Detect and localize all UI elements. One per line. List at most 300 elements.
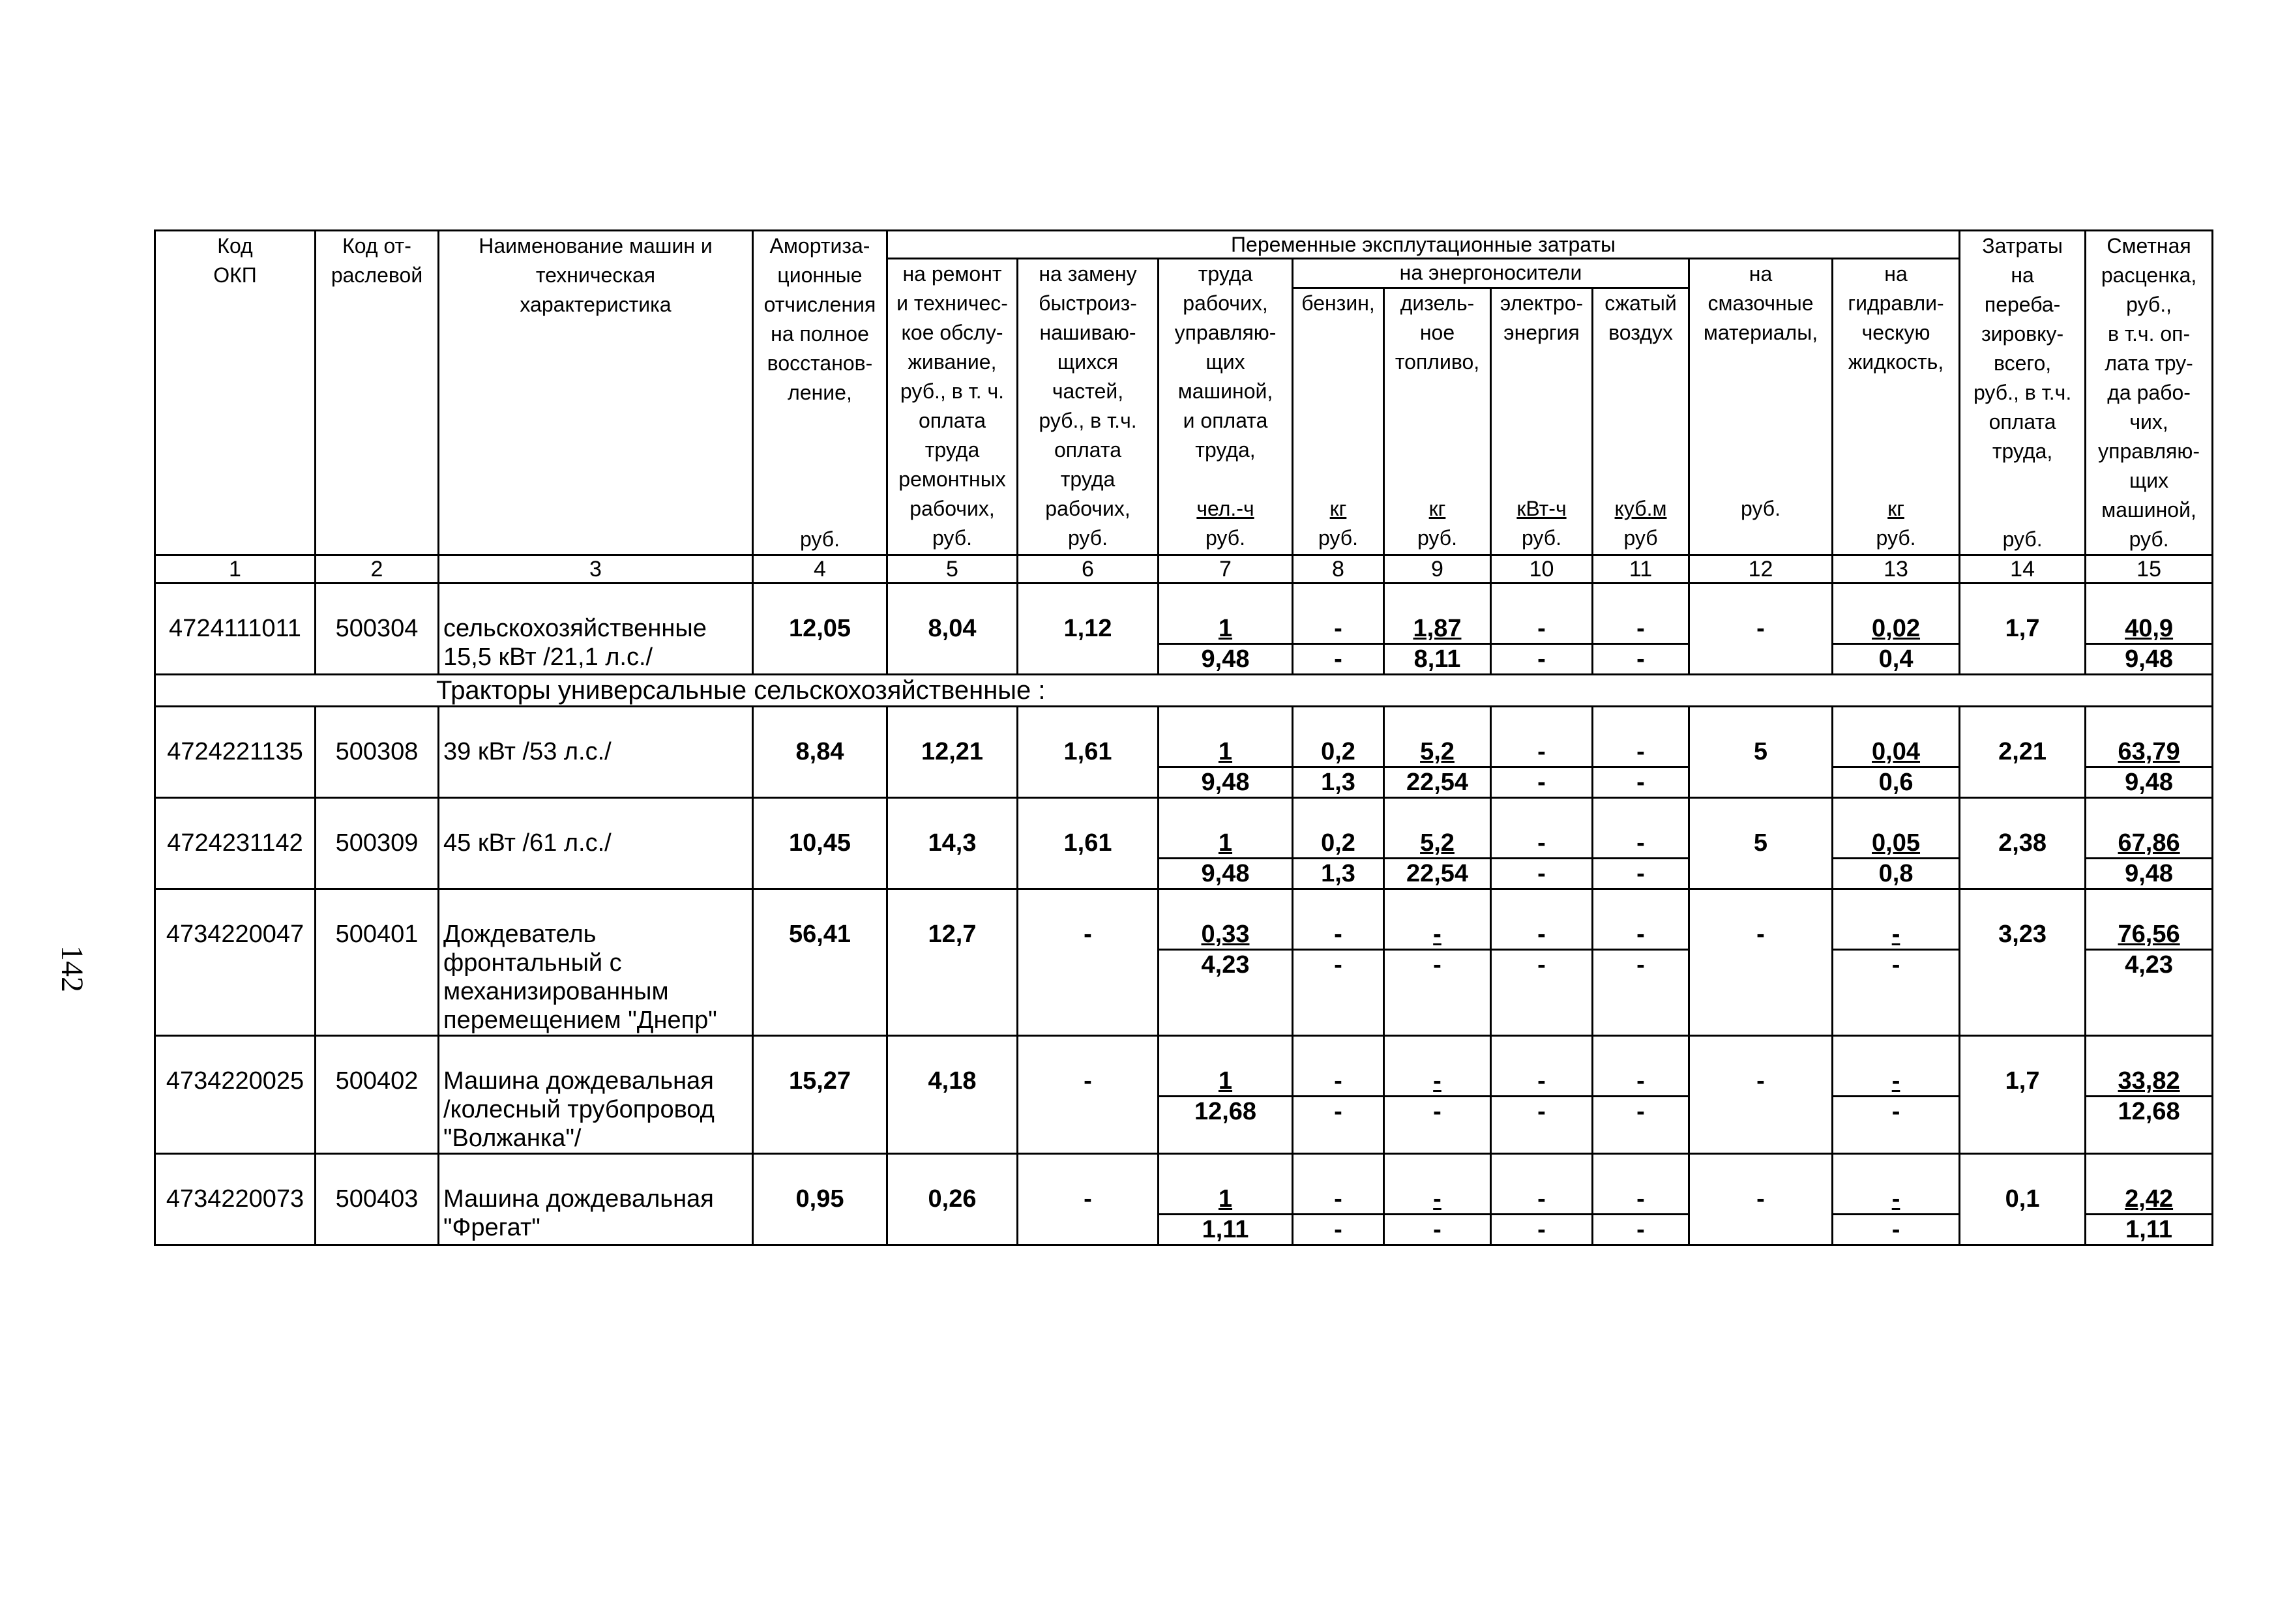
gap-cell (1833, 889, 1960, 921)
header-relocation-spacer (1962, 466, 2082, 495)
labor-cost: 1,11 (1159, 1215, 1293, 1245)
gap-cell (1491, 1154, 1593, 1185)
estimated-rate-text: 33,82 (2118, 1067, 2180, 1095)
header-diesel-line: топливо, (1395, 350, 1480, 374)
compressed-air-m3: - (1593, 920, 1689, 950)
lubricants-value: - (1689, 1067, 1833, 1154)
header-parts-line: быстроиз- (1039, 291, 1137, 315)
header-diesel (1384, 288, 1491, 555)
header-lubricants-spacer (1692, 406, 1829, 436)
parts-value: 1,61 (1018, 829, 1159, 889)
row-gap (155, 1036, 2213, 1067)
compressed-air-m3: - (1593, 829, 1689, 859)
repair-value: 14,3 (887, 829, 1018, 889)
hydraulic-kg-text: 0,05 (1872, 829, 1921, 857)
petrol-kg: - (1293, 1067, 1384, 1097)
gap-cell (1491, 798, 1593, 829)
header-estimated-rate-line: машиной, (2101, 498, 2196, 522)
branch-code: 500304 (316, 614, 439, 675)
gap-cell (1960, 889, 2086, 921)
hydraulic-kg (1833, 829, 1960, 859)
header-relocation (1960, 231, 2086, 555)
gap-cell (887, 1154, 1018, 1185)
petrol-kg: 0,2 (1293, 829, 1384, 859)
labor-hours-text: 1 (1218, 738, 1233, 765)
petrol-cost: - (1293, 1215, 1384, 1245)
header-parts-line: щихся (1057, 350, 1119, 374)
header-relocation-line: труда, (1992, 439, 2053, 463)
header-relocation-line: оплата (1988, 410, 2056, 434)
diesel-cost: - (1384, 1215, 1491, 1245)
header-labor-line: управляю- (1174, 321, 1277, 344)
compressed-air-cost: - (1593, 950, 1689, 1036)
hydraulic-kg-text: - (1891, 1067, 1900, 1095)
gap-cell (439, 1154, 753, 1185)
estimated-rate-labor: 9,48 (2086, 767, 2213, 798)
header-okp-code-line: Код (217, 234, 253, 258)
header-depreciation-line: на полное (771, 322, 869, 346)
group-row (155, 675, 2213, 707)
header-parts-line: труда (1060, 467, 1116, 491)
header-branch-code-line: раслевой (331, 263, 423, 287)
row-gap (155, 889, 2213, 921)
gap-cell (316, 1154, 439, 1185)
gap-cell (753, 1036, 887, 1067)
labor-hours-text: 1 (1218, 1185, 1233, 1213)
header-depreciation-spacer (756, 495, 884, 525)
gap-cell (1689, 1036, 1833, 1067)
gap-cell (1293, 798, 1384, 829)
header-machine-name-line: характеристика (520, 293, 672, 316)
header-hydraulic-unit-top: кг (1887, 497, 1904, 520)
header-labor-unit-bottom: руб. (1205, 526, 1245, 550)
compressed-air-cost: - (1593, 1097, 1689, 1154)
estimated-rate-text: 40,9 (2125, 615, 2174, 642)
estimated-rate (2086, 829, 2213, 859)
gap-cell (1159, 1154, 1293, 1185)
gap-cell (1689, 583, 1833, 615)
column-number: 1 (155, 555, 316, 583)
gap-cell (1018, 889, 1159, 921)
header-electricity-line: энергия (1503, 321, 1580, 345)
gap-cell (155, 583, 316, 615)
header-lubricants-unit: руб. (1740, 497, 1781, 520)
labor-cost: 12,68 (1159, 1097, 1293, 1154)
header-labor-spacer (1161, 465, 1290, 494)
labor-cost: 9,48 (1159, 767, 1293, 798)
header-petrol-unit-top: кг (1329, 497, 1347, 521)
header-labor-line: рабочих, (1183, 291, 1268, 315)
column-number: 8 (1293, 555, 1384, 583)
header-petrol-spacer (1295, 436, 1381, 465)
diesel-kg (1384, 737, 1491, 767)
machine-name (439, 920, 753, 1036)
header-relocation-line: зировку- (1981, 322, 2064, 346)
header-estimated-rate-line: лата тру- (2105, 351, 2193, 375)
header-repair-line: ремонтных (898, 467, 1006, 491)
header-compressed-air-unit-top: куб.м (1614, 497, 1667, 521)
relocation-value: 1,7 (1960, 1067, 2086, 1154)
lubricants-value: 5 (1689, 829, 1833, 889)
estimated-rate-text: 63,79 (2118, 738, 2180, 765)
header-compressed-air-unit-bottom: руб (1623, 526, 1658, 550)
depreciation-value: 15,27 (753, 1067, 887, 1154)
machine-name-line: 45 кВт /61 л.с./ (443, 829, 612, 857)
estimated-rate (2086, 1067, 2213, 1097)
header-compressed-air-spacer (1595, 377, 1686, 406)
lubricants-value: 5 (1689, 737, 1833, 798)
machine-name-line: 15,5 кВт /21,1 л.с./ (443, 643, 653, 671)
header-depreciation-spacer (756, 466, 884, 495)
header-depreciation-line: ление, (788, 381, 852, 404)
header-repair-line: руб., в т. ч. (900, 379, 1005, 403)
header-depreciation-unit: руб. (799, 527, 840, 551)
header-petrol-spacer (1295, 318, 1381, 347)
hydraulic-kg-text: - (1891, 1185, 1900, 1213)
gap-cell (753, 798, 887, 829)
header-electricity-spacer (1494, 377, 1589, 406)
header-hydraulic-unit-bottom: руб. (1876, 526, 1916, 550)
gap-cell (887, 707, 1018, 738)
diesel-cost: - (1384, 1097, 1491, 1154)
gap-cell (1593, 707, 1689, 738)
compressed-air-m3: - (1593, 737, 1689, 767)
hydraulic-cost: - (1833, 1097, 1960, 1154)
header-compressed-air-spacer (1595, 465, 1686, 494)
labor-cost: 9,48 (1159, 644, 1293, 675)
relocation-value: 3,23 (1960, 920, 2086, 1036)
estimated-rate-labor: 9,48 (2086, 859, 2213, 889)
branch-code: 500309 (316, 829, 439, 889)
estimated-rate-text: 67,86 (2118, 829, 2180, 857)
machine-name (439, 1185, 753, 1245)
header-relocation-line: на (2011, 263, 2034, 287)
diesel-kg-text: 1,87 (1413, 615, 1462, 642)
row-gap (155, 1154, 2213, 1185)
gap-cell (887, 798, 1018, 829)
row-gap (155, 583, 2213, 615)
header-relocation-spacer (1962, 495, 2082, 525)
estimated-rate (2086, 737, 2213, 767)
header-petrol-spacer (1295, 377, 1381, 406)
header-labor-unit-top: чел.-ч (1196, 497, 1254, 520)
estimated-rate-text: 76,56 (2118, 921, 2180, 948)
header-hydraulic-spacer (1835, 377, 1957, 406)
gap-cell (1960, 1036, 2086, 1067)
header-compressed-air-spacer (1595, 406, 1686, 436)
column-number: 12 (1689, 555, 1833, 583)
header-estimated-rate-line: руб. (2129, 527, 2169, 551)
diesel-kg (1384, 920, 1491, 950)
header-petrol-spacer (1295, 347, 1381, 377)
header-diesel-unit-top: кг (1428, 497, 1446, 521)
table-row (155, 920, 2213, 950)
gap-cell (1833, 1036, 1960, 1067)
column-number-row (155, 555, 2213, 583)
header-parts-line: руб. (1067, 526, 1108, 550)
table-header (155, 231, 2213, 583)
petrol-kg: - (1293, 920, 1384, 950)
header-lubricants-line: на (1749, 262, 1773, 286)
diesel-kg-text: - (1433, 1185, 1441, 1213)
header-okp-code-line: ОКП (213, 263, 257, 287)
electricity-kwh: - (1491, 737, 1593, 767)
machine-name-line: Машина дождевальная (443, 1185, 714, 1213)
gap-cell (887, 1036, 1018, 1067)
okp-code: 4724231142 (155, 829, 316, 889)
machine-name-line: 39 кВт /53 л.с./ (443, 738, 612, 765)
header-hydraulic-line: на (1884, 262, 1908, 286)
table-row (155, 614, 2213, 644)
electricity-kwh: - (1491, 829, 1593, 859)
hydraulic-kg (1833, 920, 1960, 950)
electricity-cost: - (1491, 644, 1593, 675)
parts-value: - (1018, 1067, 1159, 1154)
depreciation-value: 10,45 (753, 829, 887, 889)
header-hydraulic-line: жидкость, (1848, 350, 1944, 374)
gap-cell (1833, 583, 1960, 615)
okp-code: 4724111011 (155, 614, 316, 675)
diesel-kg-text: - (1433, 1067, 1441, 1095)
labor-hours (1159, 737, 1293, 767)
labor-hours-text: 1 (1218, 1067, 1233, 1095)
gap-cell (887, 889, 1018, 921)
depreciation-value: 0,95 (753, 1185, 887, 1245)
header-electricity-spacer (1494, 347, 1589, 377)
okp-code: 4724221135 (155, 737, 316, 798)
column-number: 15 (2086, 555, 2213, 583)
column-number: 3 (439, 555, 753, 583)
labor-hours (1159, 1067, 1293, 1097)
gap-cell (1593, 798, 1689, 829)
column-number: 9 (1384, 555, 1491, 583)
parts-value: - (1018, 920, 1159, 1036)
labor-hours (1159, 614, 1293, 644)
table-row (155, 1067, 2213, 1097)
header-variable-costs: Переменные эксплутационные затраты (887, 231, 1960, 259)
header-repair-line: руб. (932, 526, 972, 550)
gap-cell (316, 1036, 439, 1067)
repair-value: 4,18 (887, 1067, 1018, 1154)
gap-cell (753, 707, 887, 738)
hydraulic-cost: 0,4 (1833, 644, 1960, 675)
header-repair-line: живание, (908, 350, 997, 374)
relocation-value: 2,21 (1960, 737, 2086, 798)
header-machine-name-line: Наименование машин и (479, 234, 713, 258)
header-labor-line: щих (1205, 350, 1245, 374)
gap-cell (1293, 707, 1384, 738)
header-compressed-air-line: воздух (1608, 321, 1673, 345)
column-number: 13 (1833, 555, 1960, 583)
electricity-cost: - (1491, 1215, 1593, 1245)
gap-cell (1593, 583, 1689, 615)
header-lubricants-line: материалы, (1703, 321, 1818, 344)
header-repair-line: рабочих, (909, 497, 995, 520)
header-electricity (1491, 288, 1593, 555)
header-lubricants (1689, 259, 1833, 555)
depreciation-value: 56,41 (753, 920, 887, 1036)
header-repair-line: оплата (919, 409, 986, 432)
header-hydraulic-spacer (1835, 465, 1957, 494)
header-petrol-spacer (1295, 406, 1381, 436)
header-hydraulic-line: ческую (1861, 321, 1930, 344)
gap-cell (1018, 583, 1159, 615)
gap-cell (1293, 1036, 1384, 1067)
header-lubricants-spacer (1692, 347, 1829, 377)
gap-cell (1833, 1154, 1960, 1185)
header-depreciation-line: ционные (777, 263, 863, 287)
hydraulic-cost: - (1833, 950, 1960, 1036)
electricity-cost: - (1491, 950, 1593, 1036)
header-labor-line: и оплата (1183, 409, 1268, 432)
header-parts-line: оплата (1054, 438, 1121, 462)
electricity-cost: - (1491, 859, 1593, 889)
header-labor-line: труда (1198, 262, 1253, 286)
header-parts-line: нашиваю- (1039, 321, 1136, 344)
estimated-rate-labor: 12,68 (2086, 1097, 2213, 1154)
machine-name-line: Машина дождевальная (443, 1067, 714, 1095)
gap-cell (316, 583, 439, 615)
machine-name-line: перемещением "Днепр" (443, 1007, 717, 1034)
repair-value: 12,7 (887, 920, 1018, 1036)
header-relocation-line: всего, (1994, 351, 2052, 375)
gap-cell (1960, 1154, 2086, 1185)
branch-code: 500402 (316, 1067, 439, 1154)
header-relocation-line: руб., в т.ч. (1973, 381, 2072, 404)
header-relocation-line: Затраты (1982, 234, 2063, 258)
machine-name-line: Дождеватель (443, 921, 597, 948)
okp-code: 4734220047 (155, 920, 316, 1036)
machine-name (439, 829, 753, 889)
gap-cell (439, 798, 753, 829)
estimated-rate (2086, 614, 2213, 644)
gap-cell (1018, 798, 1159, 829)
column-number: 7 (1159, 555, 1293, 583)
diesel-cost: 22,54 (1384, 859, 1491, 889)
labor-hours (1159, 920, 1293, 950)
hydraulic-kg (1833, 1185, 1960, 1215)
electricity-kwh: - (1491, 614, 1593, 644)
repair-value: 0,26 (887, 1185, 1018, 1245)
parts-value: - (1018, 1185, 1159, 1245)
column-number: 2 (316, 555, 439, 583)
machine-name-line: сельскохозяйственные (443, 615, 707, 642)
gap-cell (439, 707, 753, 738)
header-diesel-line: дизель- (1400, 291, 1475, 316)
machine-name-line: фронтальный с (443, 949, 622, 977)
labor-hours-text: 0,33 (1201, 921, 1250, 948)
gap-cell (1293, 889, 1384, 921)
header-electricity-spacer (1494, 436, 1589, 465)
header-estimated-rate-line: да рабо- (2107, 381, 2191, 404)
gap-cell (1833, 798, 1960, 829)
header-compressed-air-line: сжатый (1604, 291, 1677, 316)
labor-hours-text: 1 (1218, 829, 1233, 857)
header-diesel-spacer (1387, 377, 1488, 406)
header-petrol (1293, 288, 1384, 555)
header-estimated-rate-line: Сметная (2106, 234, 2191, 258)
gap-cell (2086, 1154, 2213, 1185)
gap-cell (155, 707, 316, 738)
header-repair-line: кое обслу- (901, 321, 1003, 344)
header-petrol-line: бензин, (1301, 291, 1375, 316)
gap-cell (1384, 889, 1491, 921)
lubricants-value: - (1689, 614, 1833, 675)
header-depreciation (753, 231, 887, 555)
diesel-kg (1384, 614, 1491, 644)
header-diesel-spacer (1387, 436, 1488, 465)
hydraulic-kg (1833, 614, 1960, 644)
diesel-kg-text: - (1433, 921, 1441, 948)
estimated-rate-labor: 4,23 (2086, 950, 2213, 1036)
gap-cell (1384, 707, 1491, 738)
labor-hours (1159, 1185, 1293, 1215)
gap-cell (316, 889, 439, 921)
gap-cell (2086, 583, 2213, 615)
machine-name-line: "Фрегат" (443, 1214, 540, 1241)
header-estimated-rate-line: расценка, (2101, 263, 2197, 287)
parts-value: 1,61 (1018, 737, 1159, 798)
header-parts-line: частей, (1052, 379, 1124, 403)
electricity-cost: - (1491, 1097, 1593, 1154)
table-row (155, 737, 2213, 767)
relocation-value: 2,38 (1960, 829, 2086, 889)
gap-cell (155, 889, 316, 921)
machine-name-line: механизированным (443, 978, 669, 1005)
estimated-rate-labor: 1,11 (2086, 1215, 2213, 1245)
gap-cell (1689, 889, 1833, 921)
compressed-air-m3: - (1593, 1185, 1689, 1215)
estimated-rate (2086, 1185, 2213, 1215)
header-row-1 (155, 231, 2213, 259)
gap-cell (1018, 707, 1159, 738)
estimated-rate-text: 2,42 (2125, 1185, 2174, 1213)
header-estimated-rate-line: управляю- (2098, 439, 2200, 463)
machine-name-line: /колесный трубопровод (443, 1096, 715, 1123)
header-repair-line: и техничес- (896, 291, 1008, 315)
header-lubricants-spacer (1692, 465, 1829, 494)
hydraulic-kg (1833, 737, 1960, 767)
gap-cell (1593, 889, 1689, 921)
header-labor-line: труда, (1195, 438, 1256, 462)
gap-cell (1491, 889, 1593, 921)
petrol-kg: - (1293, 614, 1384, 644)
gap-cell (1384, 1036, 1491, 1067)
labor-hours (1159, 829, 1293, 859)
hydraulic-kg-text: 0,04 (1872, 738, 1921, 765)
labor-cost: 4,23 (1159, 950, 1293, 1036)
header-electricity-unit-top: кВт-ч (1516, 497, 1567, 521)
row-gap (155, 707, 2213, 738)
gap-cell (1491, 583, 1593, 615)
header-hydraulic (1833, 259, 1960, 555)
gap-cell (155, 798, 316, 829)
header-depreciation-spacer (756, 437, 884, 466)
gap-cell (1159, 583, 1293, 615)
estimated-rate (2086, 920, 2213, 950)
hydraulic-kg-text: 0,02 (1872, 615, 1921, 642)
gap-cell (1384, 798, 1491, 829)
petrol-kg: 0,2 (1293, 737, 1384, 767)
branch-code: 500401 (316, 920, 439, 1036)
header-machine-name-line: техническая (535, 263, 656, 287)
page-number: 142 (55, 945, 89, 992)
header-estimated-rate-line: в т.ч. оп- (2108, 322, 2191, 346)
header-depreciation-spacer (756, 407, 884, 437)
compressed-air-m3: - (1593, 614, 1689, 644)
column-number: 11 (1593, 555, 1689, 583)
parts-value: 1,12 (1018, 614, 1159, 675)
